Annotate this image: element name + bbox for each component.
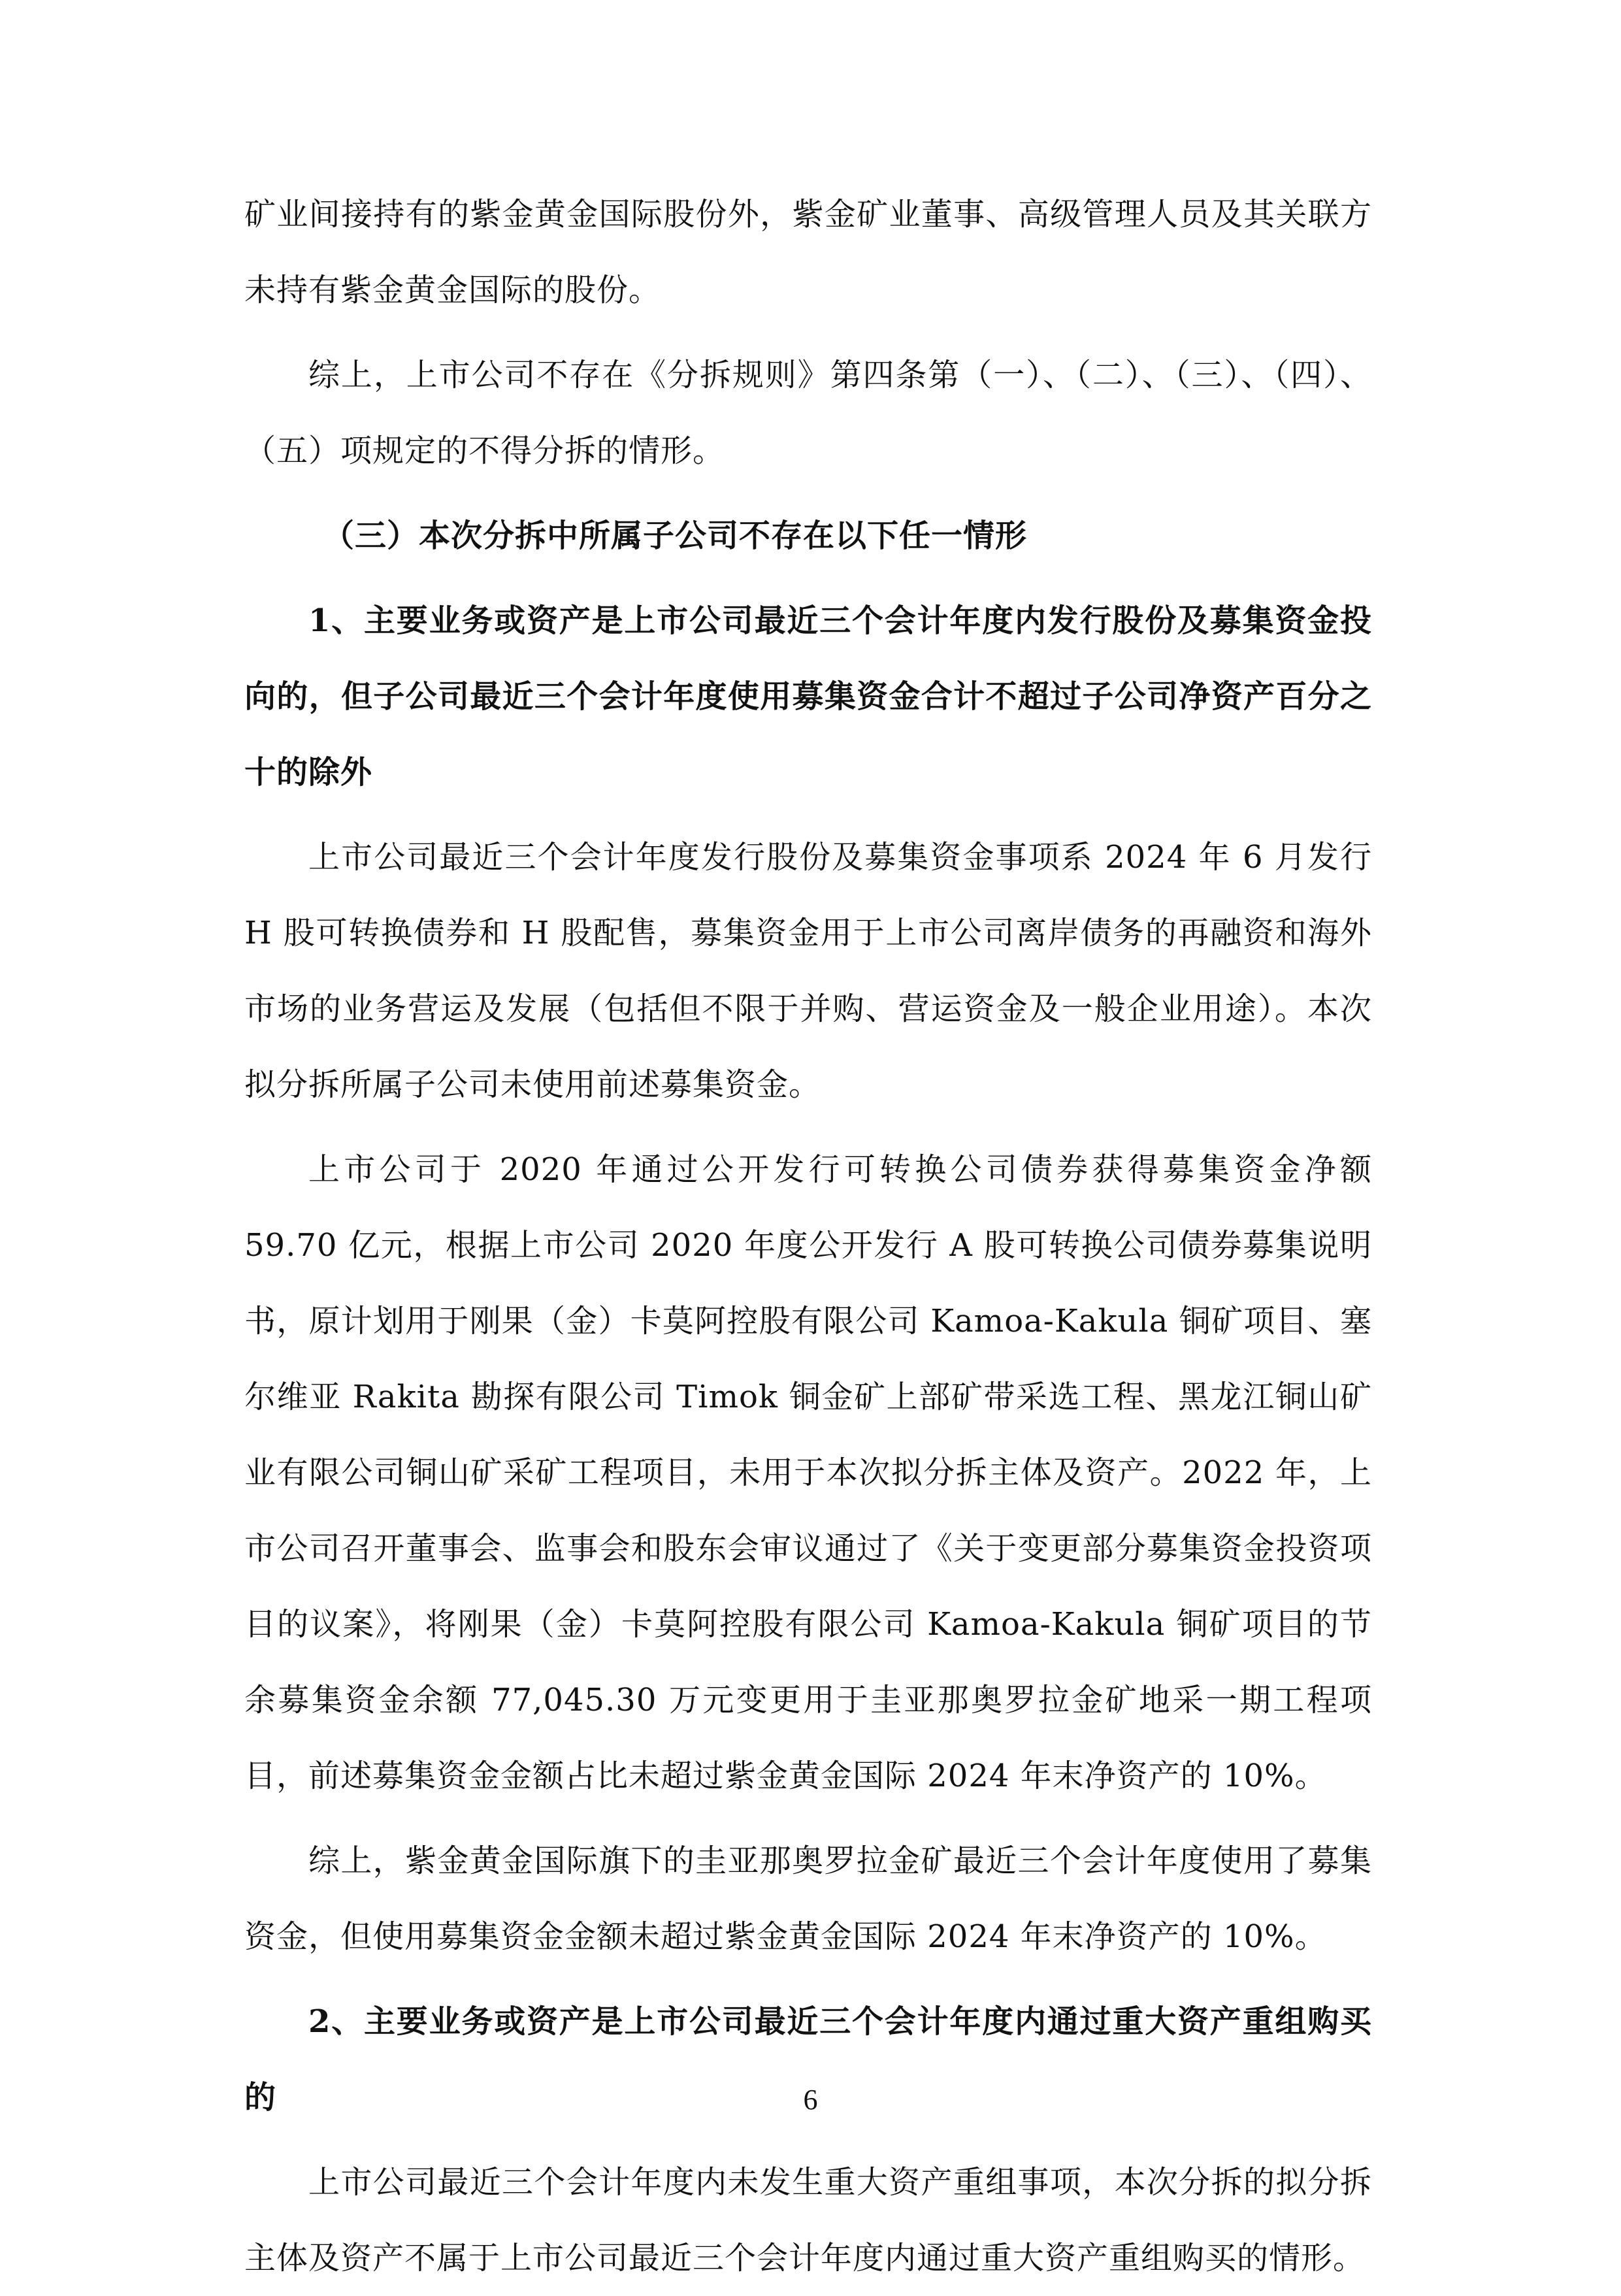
paragraph-summary-fund-usage: 综上，紫金黄金国际旗下的圭亚那奥罗拉金矿最近三个会计年度使用了募集资金，但使用募集资金金额未超过紫金黄金国际 2024 年末净资产的 10%。	[244, 1843, 1372, 1955]
subheading-item-two: 2、主要业务或资产是上市公司最近三个会计年度内通过重大资产重组购买的	[244, 2003, 1372, 2116]
paragraph-shareholding-continuation: 矿业间接持有的紫金黄金国际股份外，紫金矿业董事、高级管理人员及其关联方未持有紫金黄金国际的股份。	[244, 196, 1372, 308]
paragraph-2024-fundraising: 上市公司最近三个会计年度发行股份及募集资金事项系 2024 年 6 月发行 H 股可转换债券和 H 股配售，募集资金用于上市公司离岸债务的再融资和海外市场的业务营运及发展（包括但不限于并购、营运资金及一般企业用途）。本次拟分拆所属子公司未使用前述募集资金。	[244, 839, 1372, 1103]
section-heading-three: （三）本次分拆中所属子公司不存在以下任一情形	[323, 517, 1028, 554]
page-number: 6	[803, 2084, 818, 2116]
paragraph-summary-rule-four: 综上，上市公司不存在《分拆规则》第四条第（一）、（二）、（三）、（四）、（五）项规定的不得分拆的情形。	[244, 357, 1372, 469]
paragraph-2020-convertible-bonds: 上市公司于 2020 年通过公开发行可转换公司债券获得募集资金净额 59.70 亿元，根据上市公司 2020 年度公开发行 A 股可转换公司债券募集说明书，原计划用于刚果（金）卡莫阿控股有限公司 Kamoa-Kakula 铜矿项目、塞尔维亚 Rakita 勘探有限公司 Timok 铜金矿上部矿带采选工程、黑龙江铜山矿业有限公司铜山矿采矿工程项目，未用于本次拟分拆主体及资产。2022 年，上市公司召开董事会、监事会和股东会审议通过了《关于变更部分募集资金投资项目的议案》，将刚果（金）卡莫阿控股有限公司 Kamoa-Kakula 铜矿项目的节余募集资金余额 77,045.30 万元变更用于圭亚那奥罗拉金矿地采一期工程项目，前述募集资金金额占比未超过紫金黄金国际 2024 年末净资产的 10%。	[244, 1151, 1372, 1794]
document-body	[244, 176, 1372, 2296]
paragraph-no-major-restructuring: 上市公司最近三个会计年度内未发生重大资产重组事项，本次分拆的拟分拆主体及资产不属于上市公司最近三个会计年度内通过重大资产重组购买的情形。	[244, 2164, 1372, 2276]
subheading-item-one: 1、主要业务或资产是上市公司最近三个会计年度内发行股份及募集资金投向的，但子公司最近三个会计年度使用募集资金合计不超过子公司净资产百分之十的除外	[244, 602, 1372, 791]
